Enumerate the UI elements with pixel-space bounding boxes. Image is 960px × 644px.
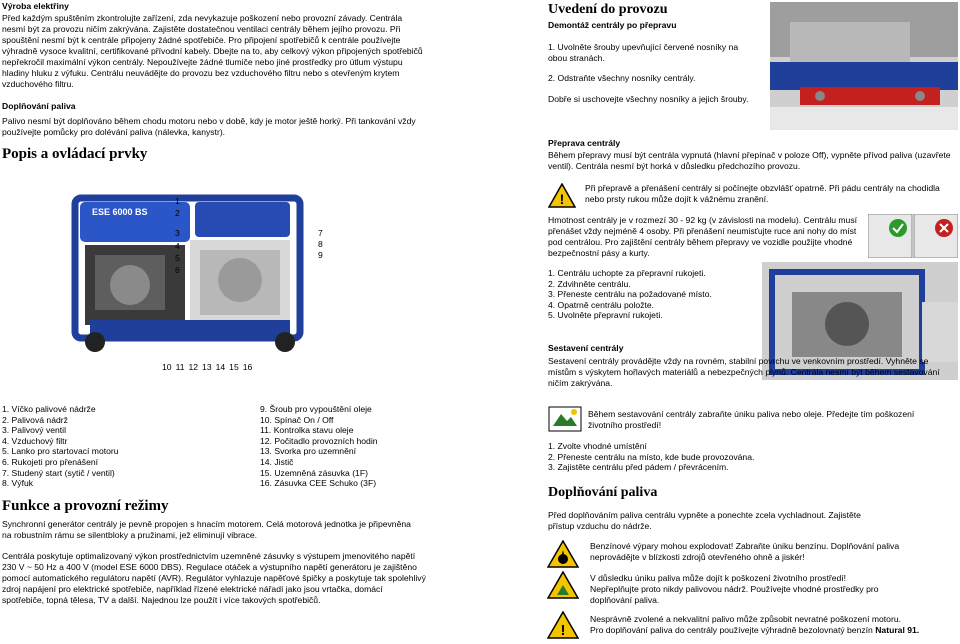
setup-warning: Během sestavování centrály zabraňte úniku paliva nebo oleje. Předejte tím poškození životního prostředí! — [588, 409, 915, 430]
part-item: 3. Palivový ventil — [2, 425, 67, 436]
para-electricity: Před každým spuštěním zkontrolujte zařízení, zda nevykazuje poškození nebo provozní závady. Centrála nesmí být za provozu ničím zakrývána. Zajistěte dostatečnou ventilaci centrály během jejího provozu. Při spouštění nesmí být k centrále připojeny žádné spotřebiče. Pro připojení spotřebičů k centrále používejte výhradně vysoce kvalitní, certifikované přívodní kabely. Dbejte na to, aby celkový výkon připojených spotřebičů nepřekročil maximální výkon centrály. Nepoužívejte žádné tlumiče nebo jiné prostředky pro útlum výstupu hladiny hluku z výfuku. Centrálu neuvádějte do provozu bez vzduchového filtru nebo s otevřeným krytem vzduchového filtru. — [2, 13, 423, 89]
parts-list-col1 — [2, 404, 119, 489]
heading-electricity: Výroba elektřiny — [2, 1, 69, 11]
callout-3: 3 — [175, 228, 180, 238]
heading-controls: Popis a ovládací prvky — [2, 146, 148, 162]
callouts-bottom — [162, 362, 252, 372]
part-item: 5. Lanko pro startovací motoru — [2, 446, 119, 457]
heading-refuel-right: Doplňování paliva — [548, 485, 658, 500]
fuel-warning — [590, 614, 958, 636]
fuel-warning-line2 — [590, 625, 958, 636]
para-modes-2: Centrála poskytuje optimalizovaný výkon prostřednictvím uzemněné zásuvky s výstupem jmenovitého napětí 230 V ~ 50 Hz a 400 V (model ESE 6000 DBS). Regulace otáček a výstupního napětí generátoru je zajištěno pomocí automatického regulátoru napětí (AVR). Regulátor vyhlazuje napěťové špičky a poskytuje tak spolehlivý zdroj napájení pro elektrické spotřebiče, například řízené elektrické nářadí jako jsou vrtačka, domácí spotřebiče, topná tělesa, TV a další. Najednou lze použít i více takových spotřebičů. — [2, 551, 426, 605]
leak-warning: V důsledku úniku paliva může dojít k poškození životního prostředí! Nepřeplňujte proto nikdy palivovou nádrž. Používejte vhodné prostředky pro doplňování paliva. — [590, 573, 879, 605]
environment-icon — [548, 406, 582, 437]
dismantle-step-2: 2. Odstraňte všechny nosníky centrály. — [548, 73, 696, 83]
setup-steps — [548, 441, 754, 473]
transport-beam-photo — [770, 2, 958, 130]
transport-step: 3. Přeneste centrálu na požadované místo. — [548, 289, 712, 300]
part-item: 15. Uzemněná zásuvka (1F) — [260, 467, 368, 478]
transport-steps — [548, 268, 712, 321]
callout-7: 7 — [318, 228, 323, 238]
carry-method-icons — [868, 214, 958, 258]
part-item: 2. Palivová nádrž — [2, 414, 68, 425]
part-item: 6. Rukojeti pro přenášení — [2, 456, 99, 467]
heading-refuel-left: Doplňování paliva — [2, 101, 76, 111]
fuel-warning-text: Pro doplňování paliva do centrály používejte výhradně bezolovnatý benzín — [590, 625, 873, 635]
transport-warning: Při přepravě a přenášení centrály si počínejte obzvlášť opatrně. Při pádu centrály na chodidla nebo prsty rukou může dojít k vážnému zranění. — [585, 183, 940, 204]
transport-step: 4. Opatrně centrálu položte. — [548, 299, 655, 310]
para-refuel-left: Palivo nesmí být doplňováno během chodu motoru nebo v době, kdy je motor ještě horký. Při tankování vždy používejte pomůcky pro dolévání paliva (nálevka, kanystr). — [2, 116, 416, 137]
transport-step: 2. Zdvihněte centrálu. — [548, 278, 631, 289]
callout-9: 9 — [318, 250, 323, 260]
parts-list-col2 — [260, 404, 378, 489]
setup-step: 3. Zajistěte centrálu před pádem / převrácením. — [548, 462, 729, 473]
callout-11: 11 — [175, 362, 185, 372]
part-item: 16. Zásuvka CEE Schuko (3F) — [260, 478, 377, 489]
callout-16: 16 — [242, 362, 253, 372]
svg-text:!: ! — [560, 622, 566, 639]
para-modes-1: Synchronní generátor centrály je pevně propojen s hnacím motorem. Celá motorová jednotka je připevněna na robustním rámu se silentbloky a pružinami, jež eliminují vibrace. — [2, 519, 411, 540]
part-item: 10. Spínač On / Off — [260, 414, 334, 425]
part-item: 8. Výfuk — [2, 478, 34, 489]
callout-15: 15 — [229, 362, 239, 372]
sub-setup: Sestavení centrály — [548, 343, 624, 353]
callout-2: 2 — [175, 208, 180, 218]
svg-text:!: ! — [559, 191, 565, 207]
part-item: 11. Kontrolka stavu oleje — [260, 425, 354, 436]
callout-4: 4 — [175, 241, 180, 251]
callouts-left — [175, 196, 180, 276]
callout-14: 14 — [215, 362, 226, 372]
part-item: 1. Víčko palivové nádrže — [2, 404, 96, 414]
part-item: 14. Jistič — [260, 456, 294, 467]
setup-step: 1. Zvolte vhodné umístění — [548, 441, 647, 451]
dismantle-note: Dobře si uschovejte všechny nosníky a jejich šrouby. — [548, 94, 749, 104]
warning-icon — [548, 183, 576, 213]
callouts-right — [318, 228, 323, 261]
callout-5: 5 — [175, 253, 180, 263]
transport-step: 5. Uvolněte přepravní rukojeti. — [548, 310, 663, 321]
callout-12: 12 — [188, 362, 199, 372]
callout-10: 10 — [162, 362, 172, 372]
explosive-warning: Benzínové výpary mohou explodovat! Zabraňte úniku benzínu. Doplňování paliva neprovádějte v blízkosti zdrojů otevřeného ohně a jiskér! — [590, 541, 900, 562]
part-item: 9. Šroub pro vypouštění oleje — [260, 404, 372, 414]
explosion-warning-icon — [547, 540, 579, 573]
callout-1: 1 — [175, 196, 180, 206]
callout-13: 13 — [202, 362, 212, 372]
part-item: 4. Vzduchový filtr — [2, 435, 68, 446]
refuel-para-right: Před doplňováním paliva centrálu vypněte a ponechte zcela vychladnout. Zajistěte přístup vzduchu do nádrže. — [548, 510, 861, 531]
part-item: 12. Počitadlo provozních hodin — [260, 435, 378, 446]
weight-para: Hmotnost centrály je v rozmezí 30 - 92 kg (v závislosti na modelu). Centrálu musí přenášet vždy nejméně 4 osoby. Při přenášení neumisťujte ruce ani nohy do míst pod centrálou. Pro zajištění centrály během přepravy ve vozidle použijte vhodné bezpečnostní pásy a kurty. — [548, 215, 858, 258]
sub-dismantle: Demontáž centrály po přepravu — [548, 20, 677, 30]
environment-warning-icon — [547, 571, 579, 604]
callout-8: 8 — [318, 239, 323, 249]
generator-photo — [60, 190, 310, 355]
fuel-warning-icon — [547, 611, 579, 644]
part-item: 13. Svorka pro uzemnění — [260, 446, 357, 457]
transport-para: Během přepravy musí být centrála vypnutá (hlavní přepínač v poloze Off), vypněte přívod paliva (uzavřete ventil). Centrála nesmí být horká v důsledku předchozího provozu. — [548, 150, 951, 171]
setup-para: Sestavení centrály provádějte vždy na rovném, stabilní povrchu ve venkovním prostředí. Vyhněte se místům s výskytem hořlavých materiálů a nebezpečných plynů. Centrála nesmí být během sestavování ničím zakrývána. — [548, 356, 940, 388]
generator-model-label: ESE 6000 BS — [92, 207, 148, 217]
setup-step: 2. Přeneste centrálu na místo, kde bude provozována. — [548, 451, 755, 462]
dismantle-step-1: 1. Uvolněte šrouby upevňující červené nosníky na obou stranách. — [548, 42, 739, 63]
heading-commission: Uvedení do provozu — [548, 2, 668, 17]
heading-modes: Funkce a provozní režimy — [2, 498, 169, 514]
transport-step: 1. Centrálu uchopte za přepravní rukojeti. — [548, 268, 706, 278]
callout-6: 6 — [175, 265, 180, 275]
fuel-grade: Natural 91. — [875, 625, 920, 635]
part-item: 7. Studený start (sytič / ventil) — [2, 467, 115, 478]
sub-transport: Přeprava centrály — [548, 138, 621, 148]
fuel-warning-line1: Nesprávně zvolené a nekvalitní palivo může způsobit nevratné poškození motoru. — [590, 614, 901, 624]
